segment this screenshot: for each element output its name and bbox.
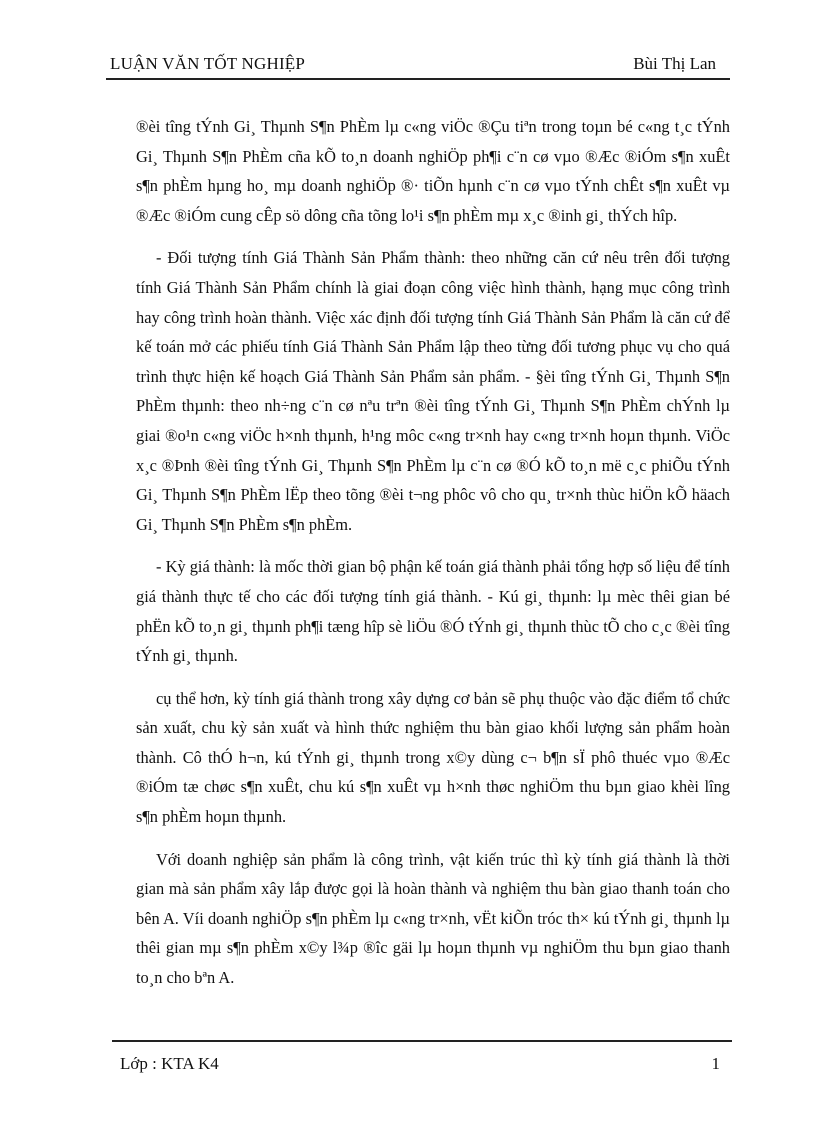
page-header (106, 50, 730, 80)
paragraph-1: ®èi tîng tÝnh Gi¸ Thµnh S¶n PhÈm lµ c«ng viÖc ®Çu tiªn trong toµn bé c«ng t¸c tÝnh Gi¸ Thµnh S¶n PhÈm cña kÕ to¸n doanh nghiÖp ph¶i c¨n cø vµo ®Æc ®iÓm s¶n xuÊt s¶n phÈm hµng ho¸ mµ doanh nghiÖp ®· tiÕn hµnh c¨n cø vµo tÝnh chÊt s¶n xuÊt vµ ®Æc ®iÓm cung cÊp sö dông cña tõng lo¹i s¶n phÈm mµ x¸c ®inh gi¸ thÝch hîp. (136, 117, 730, 225)
class-label: Lớp : KTA K4 (120, 1054, 219, 1073)
paragraph-3: - Kỳ giá thành: là mốc thời gian bộ phận kế toán giá thành phải tổng hợp số liệu để tính giá thành thực tế cho các đối tượng tính giá thành. - Kú gi¸ thµnh: lµ mèc thêi gian bé phËn kÕ to¸n gi¸ thµnh ph¶i tæng hîp sè liÖu ®Ó tÝnh gi¸ thµnh thùc tÕ cho c¸c ®èi tîng tÝnh gi¸ thµnh. (136, 557, 730, 666)
paragraph-2: - Đối tượng tính Giá Thành Sản Phẩm thành: theo những căn cứ nêu trên đối tượng tính Giá Thành Sản Phẩm chính là giai đoạn công việc hình thành, hạng mục công trình hay công trình hoàn thành. Việc xác định đối tượng tính Giá Thành Sản Phẩm là căn cứ để kế toán mở các phiếu tính Giá Thành Sản Phẩm lập theo từng đối tương phục vụ cho quá trình thực hiện kế hoạch Giá Thành Sản Phẩm sản phẩm. - §èi tîng tÝnh Gi¸ Thµnh S¶n PhÈm thµnh: theo nh÷ng c¨n cø nªu trªn ®èi tîng tÝnh Gi¸ Thµnh S¶n PhÈm chÝnh lµ giai ®o¹n c«ng viÖc h×nh thµnh, h¹ng môc c«ng tr×nh hay c«ng tr×nh hoµn thµnh. ViÖc x¸c ®Þnh ®èi tîng tÝnh Gi¸ Thµnh S¶n PhÈm lµ c¨n cø ®Ó kÕ to¸n më c¸c phiÕu tÝnh Gi¸ Thµnh S¶n PhÈm lËp theo tõng ®èi t¬ng phôc vô cho qu¸ tr×nh thùc hiÖn kÕ häach Gi¸ Thµnh S¶n PhÈm s¶n phÈm. (136, 248, 730, 534)
page-number: 1 (711, 1054, 720, 1073)
page-footer (112, 1040, 732, 1082)
paragraph-5: Với doanh nghiệp sản phẩm là công trình, vật kiến trúc thì kỳ tính giá thành là thời gian mà sản phẩm xây lắp được gọi là hoàn thành và nghiệm thu bàn giao thanh toán cho bên A. Víi doanh nghiÖp s¶n phÈm lµ c«ng tr×nh, vËt kiÕn tróc th× kú tÝnh gi¸ thµnh lµ thêi gian mµ s¶n phÈm x©y l¾p ®îc gäi lµ hoµn thµnh vµ nghiÖm thu bµn giao thanh to¸n cho bªn A. (136, 849, 730, 988)
thesis-title: LUẬN VĂN TỐT NGHIỆP (110, 54, 306, 73)
document-body (136, 112, 730, 1006)
author-name: Bùi Thị Lan (633, 54, 716, 73)
paragraph-4: cụ thể hơn, kỳ tính giá thành trong xây dựng cơ bản sẽ phụ thuộc vào đặc điểm tổ chức sản xuất, chu kỳ sản xuất và hình thức nghiệm thu bàn giao khối lượng sản phẩm hoàn thành. Cô thÓ h¬n, kú tÝnh gi¸ thµnh trong x©y dùng c¬ b¶n sÏ phô thuéc vµo ®Æc ®iÓm tæ chøc s¶n xuÊt, chu kú s¶n xuÊt vµ h×nh thøc nghiÖm thu bµn giao khèi lîng s¶n phÈm hoµn thµnh. (136, 688, 730, 827)
